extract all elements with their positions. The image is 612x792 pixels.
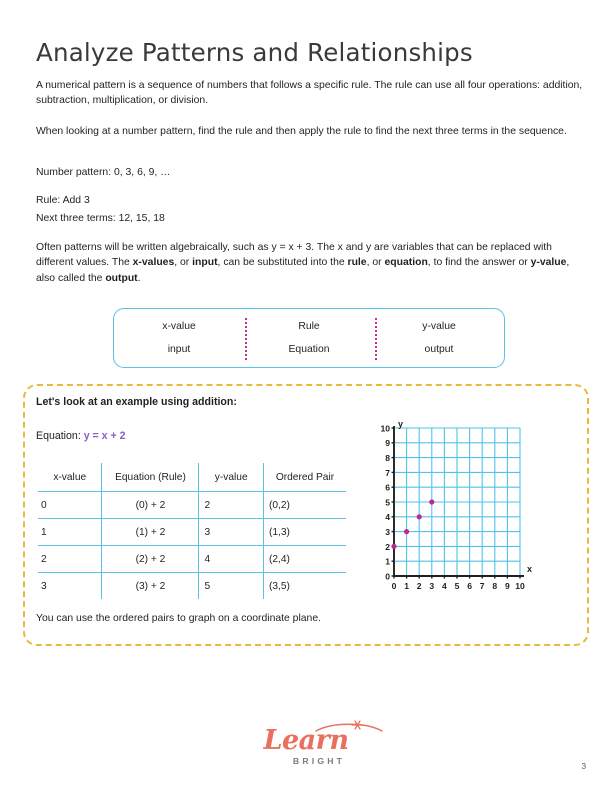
number-pattern-line: Number pattern: 0, 3, 6, 9, …	[36, 167, 171, 178]
cell-x-value: 2	[38, 546, 102, 573]
cell-ordered-pair: (0,2)	[263, 492, 346, 519]
algebraic-text-3: , can be substituted into the	[217, 257, 348, 269]
y-axis-tick-label: 6	[385, 482, 390, 493]
cell-equation: (1) + 2	[102, 519, 199, 546]
x-axis-tick-label: 8	[492, 581, 498, 591]
brand-logo	[0, 726, 612, 769]
coordinate-plane-svg	[368, 418, 533, 608]
concept-rule-bottom: Equation	[288, 343, 330, 355]
y-axis-tick-label: 1	[385, 556, 390, 567]
table-row	[38, 519, 346, 546]
intro-paragraph: A numerical pattern is a sequence of numbers that follows a specific rule. The rule can use all four operations: addition, subtraction, multiplication, or division.	[36, 80, 583, 107]
cell-x-value: 0	[38, 492, 102, 519]
next-terms-line: Next three terms: 12, 15, 18	[36, 213, 165, 224]
rule-line: Rule: Add 3	[36, 195, 90, 206]
table-row	[38, 492, 346, 519]
term-rule: rule	[347, 257, 367, 269]
term-input: input	[192, 257, 218, 269]
x-axis-tick-label: 7	[479, 581, 485, 591]
y-axis-label: y	[398, 419, 404, 429]
example-table	[38, 463, 346, 599]
y-axis-tick-label: 0	[385, 571, 390, 582]
data-point	[391, 544, 396, 549]
cell-y-value: 3	[199, 519, 263, 546]
x-axis-tick-label: 0	[391, 581, 397, 591]
term-y-value: y-value	[530, 257, 567, 269]
x-axis-tick-label: 5	[454, 581, 460, 591]
table-row	[38, 573, 346, 600]
cell-x-value: 3	[41, 580, 47, 592]
x-axis-label: x	[527, 564, 533, 574]
table-header-x-value: x-value	[38, 463, 102, 492]
cell-equation: (2) + 2	[102, 546, 199, 573]
example-heading: Let's look at an example using addition:	[36, 396, 237, 408]
data-point	[429, 499, 434, 504]
table-body	[38, 492, 346, 600]
coordinate-plane-chart	[368, 418, 533, 608]
table-header-row	[38, 463, 346, 492]
cell-ordered-pair: (3,5)	[263, 573, 346, 600]
example-equation-value: y = x + 2	[83, 430, 126, 442]
y-axis-tick-label: 8	[385, 453, 390, 463]
x-axis-tick-label: 3	[429, 581, 435, 591]
x-axis-tick-label: 10	[515, 581, 525, 591]
concept-divider-1	[245, 318, 247, 360]
x-axis-tick-label: 6	[467, 581, 472, 591]
term-x-values: x-values	[132, 257, 175, 269]
table-row	[38, 546, 346, 573]
y-axis-tick-label: 9	[385, 438, 390, 449]
x-axis-tick-label: 1	[404, 581, 409, 591]
concept-column-y-value	[374, 309, 504, 367]
cell-x-value: 1	[38, 519, 102, 546]
concept-x-value-bottom: input	[167, 343, 191, 355]
logo-sparkle-icon	[314, 720, 384, 734]
algebraic-text-1: Often patterns will be written algebraically, such as y = x + 3. The x and y are variables that can be replaced with different values. The	[36, 242, 552, 269]
y-axis-tick-label: 3	[385, 527, 390, 537]
example-equation-line	[36, 430, 126, 442]
y-axis-tick-label: 4	[385, 512, 390, 523]
concept-column-rule	[244, 309, 374, 367]
cell-ordered-pair: (2,4)	[263, 546, 346, 573]
concept-y-value-bottom: output	[424, 343, 454, 355]
y-axis-tick-label: 2	[385, 541, 390, 552]
cell-equation: (3) + 2	[102, 573, 199, 600]
x-axis-tick-label: 2	[416, 581, 422, 591]
table-header-ordered-pair: Ordered Pair	[263, 463, 346, 492]
algebraic-text-5: , to find the answer or	[427, 257, 531, 269]
algebraic-paragraph	[36, 240, 584, 286]
logo-subtext: BRIGHT	[292, 756, 346, 766]
data-point	[404, 529, 409, 534]
concept-divider-2	[375, 318, 377, 360]
concept-x-value-top: x-value	[162, 320, 196, 332]
x-axis-tick-label: 9	[505, 581, 510, 591]
y-axis-tick-label: 7	[385, 467, 390, 478]
table-head	[38, 463, 346, 492]
pattern-instructions-paragraph: When looking at a number pattern, find the rule and then apply the rule to find the next three terms in the sequence.	[36, 126, 567, 137]
data-point	[417, 514, 422, 519]
table-header-y-value: y-value	[199, 463, 263, 492]
cell-equation: (0) + 2	[102, 492, 199, 519]
page-number: 3	[581, 762, 586, 771]
x-axis-tick-label: 4	[442, 581, 447, 591]
example-equation-label: Equation:	[36, 430, 84, 442]
concept-y-value-top: y-value	[422, 320, 456, 332]
y-axis-tick-label: 5	[385, 497, 390, 508]
concept-box-columns	[114, 309, 504, 367]
cell-y-value: 2	[199, 492, 263, 519]
term-equation: equation	[384, 257, 428, 269]
cell-y-value: 5	[199, 573, 263, 600]
logo-wordmark: Learn	[263, 725, 349, 756]
concept-rule-top: Rule	[298, 320, 320, 332]
concept-box	[113, 308, 505, 368]
algebraic-text-2: , or	[174, 257, 193, 269]
term-output: output	[105, 272, 138, 284]
concept-column-x-value	[114, 309, 244, 367]
algebraic-text-6: , also called the	[36, 257, 570, 284]
cell-y-value: 4	[199, 546, 263, 573]
example-footer-text: You can use the ordered pairs to graph on a coordinate plane.	[36, 613, 321, 624]
cell-ordered-pair: (1,3)	[263, 519, 346, 546]
page-title: Analyze Patterns and Relationships	[36, 38, 473, 67]
algebraic-text-4: , or	[366, 257, 385, 269]
y-axis-tick-label: 10	[380, 423, 390, 434]
algebraic-text-7: .	[137, 272, 141, 284]
table-header-equation-rule: Equation (Rule)	[102, 463, 199, 492]
